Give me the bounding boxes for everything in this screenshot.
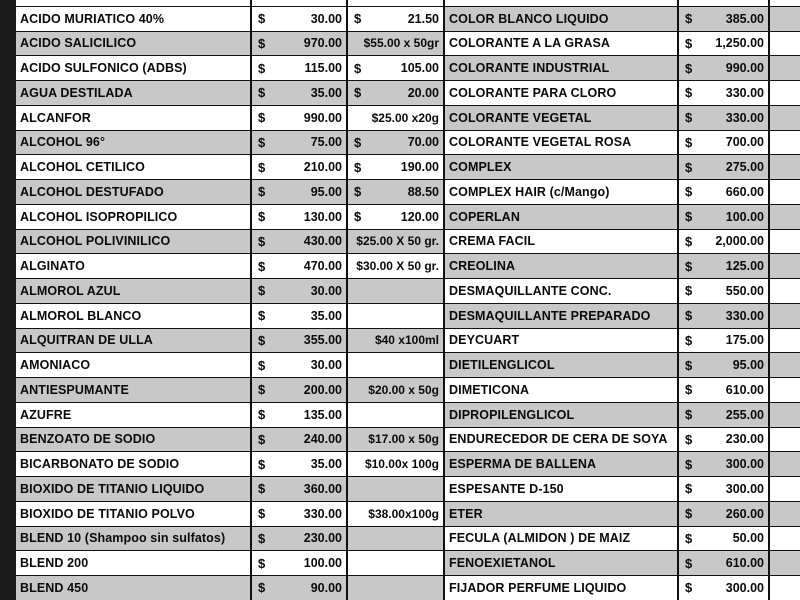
product-name: BLEND 450 — [16, 576, 252, 600]
currency-symbol: $ — [258, 283, 266, 299]
currency-symbol: $ — [258, 431, 266, 447]
price-amount: 700.00 — [725, 135, 764, 150]
product-note: $38.00x100g — [348, 502, 445, 527]
currency-symbol: $ — [354, 11, 362, 27]
product-price — [679, 7, 770, 32]
currency-symbol: $ — [258, 184, 266, 200]
currency-symbol: $ — [685, 60, 693, 76]
currency-symbol: $ — [685, 431, 693, 447]
price-amount: 330.00 — [725, 308, 764, 323]
cut-off-column — [770, 230, 800, 255]
product-price — [252, 576, 348, 600]
price-amount: 230.00 — [303, 531, 342, 546]
product-note — [348, 304, 445, 329]
cut-off-column — [770, 254, 800, 279]
product-name: ALCOHOL CETILICO — [16, 155, 252, 180]
product-price — [679, 32, 770, 57]
product-name: ESPESANTE D-150 — [445, 477, 679, 502]
product-price — [252, 304, 348, 329]
product-price — [679, 56, 770, 81]
price-amount: 100.00 — [303, 556, 342, 571]
currency-symbol: $ — [258, 85, 266, 101]
currency-symbol: $ — [685, 184, 693, 200]
product-price — [679, 106, 770, 131]
currency-symbol: $ — [258, 481, 266, 497]
cut-off-column — [770, 378, 800, 403]
currency-symbol: $ — [685, 134, 693, 150]
product-name: DIETILENGLICOL — [445, 353, 679, 378]
price-amount: 115.00 — [304, 61, 342, 76]
price-amount: 300.00 — [725, 580, 764, 595]
product-price — [252, 106, 348, 131]
price-amount: 330.00 — [303, 506, 342, 521]
product-price — [679, 378, 770, 403]
cut-off-column — [770, 279, 800, 304]
price-amount: 95.00 — [732, 358, 764, 373]
currency-symbol: $ — [354, 184, 362, 200]
product-price — [252, 180, 348, 205]
product-name: COLORANTE A LA GRASA — [445, 32, 679, 57]
currency-symbol: $ — [685, 85, 693, 101]
currency-symbol: $ — [258, 407, 266, 423]
product-price — [252, 81, 348, 106]
product-name: ALCOHOL ISOPROPILICO — [16, 205, 252, 230]
product-name: BICARBONATO DE SODIO — [16, 452, 252, 477]
cut-off-column — [770, 403, 800, 428]
product-name: ALMOROL AZUL — [16, 279, 252, 304]
cut-off-column — [770, 131, 800, 156]
product-price — [252, 403, 348, 428]
currency-symbol: $ — [354, 209, 362, 225]
price-amount: 610.00 — [725, 556, 764, 571]
currency-symbol: $ — [354, 60, 362, 76]
product-note — [348, 205, 445, 230]
price-amount: 970.00 — [303, 36, 342, 51]
cut-row-cell — [679, 0, 770, 7]
product-note — [348, 56, 445, 81]
product-note — [348, 403, 445, 428]
product-name: DESMAQUILLANTE CONC. — [445, 279, 679, 304]
price-amount: 260.00 — [725, 506, 764, 521]
product-price — [252, 155, 348, 180]
note-amount: 20.00 — [407, 85, 439, 100]
product-price — [679, 353, 770, 378]
cut-off-column — [770, 477, 800, 502]
note-amount: 120.00 — [400, 209, 439, 224]
product-price — [679, 155, 770, 180]
product-name: ALCOHOL 96° — [16, 131, 252, 156]
product-note — [348, 7, 445, 32]
cut-off-column — [770, 452, 800, 477]
product-name: CREMA FACIL — [445, 230, 679, 255]
cut-off-column — [770, 180, 800, 205]
product-name: ALCANFOR — [16, 106, 252, 131]
price-amount: 330.00 — [725, 85, 764, 100]
product-name: BLEND 200 — [16, 551, 252, 576]
price-amount: 300.00 — [725, 481, 764, 496]
product-name: ACIDO MURIATICO 40% — [16, 7, 252, 32]
price-table — [16, 0, 800, 600]
note-amount: 190.00 — [400, 160, 439, 175]
price-amount: 550.00 — [725, 283, 764, 298]
product-price — [252, 477, 348, 502]
product-name: COLORANTE PARA CLORO — [445, 81, 679, 106]
price-amount: 470.00 — [303, 259, 342, 274]
product-name: ALGINATO — [16, 254, 252, 279]
product-name: ANTIESPUMANTE — [16, 378, 252, 403]
price-amount: 230.00 — [725, 432, 764, 447]
price-amount: 2,000.00 — [715, 234, 764, 249]
product-name: BIOXIDO DE TITANIO POLVO — [16, 502, 252, 527]
currency-symbol: $ — [685, 35, 693, 51]
product-note: $17.00 x 50g — [348, 428, 445, 453]
cut-off-column — [770, 205, 800, 230]
product-note — [348, 353, 445, 378]
currency-symbol: $ — [258, 258, 266, 274]
price-amount: 360.00 — [303, 481, 342, 496]
product-note — [348, 551, 445, 576]
currency-symbol: $ — [258, 233, 266, 249]
currency-symbol: $ — [685, 283, 693, 299]
product-name: AZUFRE — [16, 403, 252, 428]
product-price — [252, 428, 348, 453]
currency-symbol: $ — [685, 456, 693, 472]
product-note: $25.00 x20g — [348, 106, 445, 131]
product-price — [679, 329, 770, 354]
currency-symbol: $ — [685, 209, 693, 225]
product-name: AMONIACO — [16, 353, 252, 378]
product-price — [252, 131, 348, 156]
price-amount: 1,250.00 — [715, 36, 764, 51]
product-name: COPERLAN — [445, 205, 679, 230]
currency-symbol: $ — [258, 580, 266, 596]
product-price — [679, 452, 770, 477]
product-note — [348, 477, 445, 502]
cut-off-column — [770, 56, 800, 81]
product-name: ACIDO SALICILICO — [16, 32, 252, 57]
product-note — [348, 81, 445, 106]
product-price — [679, 428, 770, 453]
product-name: ALMOROL BLANCO — [16, 304, 252, 329]
product-price — [252, 551, 348, 576]
product-name: DESMAQUILLANTE PREPARADO — [445, 304, 679, 329]
currency-symbol: $ — [685, 332, 693, 348]
price-amount: 300.00 — [725, 457, 764, 472]
price-amount: 355.00 — [303, 333, 342, 348]
product-note — [348, 180, 445, 205]
currency-symbol: $ — [258, 506, 266, 522]
currency-symbol: $ — [258, 35, 266, 51]
product-note: $40 x100ml — [348, 329, 445, 354]
product-name: BENZOATO DE SODIO — [16, 428, 252, 453]
currency-symbol: $ — [354, 159, 362, 175]
product-name: DIPROPILENGLICOL — [445, 403, 679, 428]
product-price — [252, 56, 348, 81]
product-note: $30.00 X 50 gr. — [348, 254, 445, 279]
product-note: $55.00 x 50gr — [348, 32, 445, 57]
product-price — [252, 527, 348, 552]
price-amount: 275.00 — [725, 160, 764, 175]
price-amount: 210.00 — [303, 160, 342, 175]
product-price — [679, 205, 770, 230]
product-name: ALCOHOL DESTUFADO — [16, 180, 252, 205]
product-name: COLOR BLANCO LIQUIDO — [445, 7, 679, 32]
product-name: BLEND 10 (Shampoo sin sulfatos) — [16, 527, 252, 552]
currency-symbol: $ — [685, 159, 693, 175]
price-amount: 135.00 — [303, 407, 342, 422]
cut-off-column — [770, 304, 800, 329]
product-name: COMPLEX HAIR (c/Mango) — [445, 180, 679, 205]
cut-off-column — [770, 428, 800, 453]
product-note: $20.00 x 50g — [348, 378, 445, 403]
product-name: FECULA (ALMIDON ) DE MAIZ — [445, 527, 679, 552]
product-name: DIMETICONA — [445, 378, 679, 403]
product-name: COLORANTE INDUSTRIAL — [445, 56, 679, 81]
product-price — [679, 403, 770, 428]
cut-off-column — [770, 329, 800, 354]
price-amount: 90.00 — [310, 580, 342, 595]
product-name: COMPLEX — [445, 155, 679, 180]
product-name: COLORANTE VEGETAL — [445, 106, 679, 131]
cut-off-column — [770, 353, 800, 378]
currency-symbol: $ — [258, 134, 266, 150]
currency-symbol: $ — [258, 159, 266, 175]
product-name: ENDURECEDOR DE CERA DE SOYA — [445, 428, 679, 453]
product-note — [348, 279, 445, 304]
price-amount: 990.00 — [303, 110, 342, 125]
price-amount: 95.00 — [310, 184, 342, 199]
price-amount: 30.00 — [310, 358, 342, 373]
currency-symbol: $ — [258, 209, 266, 225]
product-name: ESPERMA DE BALLENA — [445, 452, 679, 477]
product-price — [679, 502, 770, 527]
product-price — [252, 329, 348, 354]
product-note — [348, 527, 445, 552]
note-amount: 88.50 — [407, 184, 439, 199]
price-amount: 990.00 — [725, 61, 764, 76]
price-amount: 75.00 — [310, 135, 342, 150]
cut-off-column — [770, 106, 800, 131]
currency-symbol: $ — [685, 530, 693, 546]
cut-off-column — [770, 32, 800, 57]
price-amount: 35.00 — [310, 85, 342, 100]
cut-off-column — [770, 81, 800, 106]
price-amount: 35.00 — [310, 308, 342, 323]
currency-symbol: $ — [258, 555, 266, 571]
product-price — [679, 131, 770, 156]
cut-row-cell — [770, 0, 800, 7]
cut-off-column — [770, 527, 800, 552]
currency-symbol: $ — [685, 580, 693, 596]
product-note — [348, 131, 445, 156]
cut-row-cell — [16, 0, 252, 7]
price-amount: 240.00 — [303, 432, 342, 447]
note-amount: 70.00 — [407, 135, 439, 150]
price-amount: 30.00 — [310, 11, 342, 26]
product-name: FENOEXIETANOL — [445, 551, 679, 576]
price-amount: 35.00 — [310, 457, 342, 472]
cut-row-cell — [445, 0, 679, 7]
product-price — [679, 180, 770, 205]
note-amount: 21.50 — [407, 11, 439, 26]
product-price — [679, 551, 770, 576]
product-price — [252, 32, 348, 57]
price-amount: 175.00 — [725, 333, 764, 348]
currency-symbol: $ — [685, 407, 693, 423]
currency-symbol: $ — [685, 258, 693, 274]
product-price — [252, 7, 348, 32]
currency-symbol: $ — [258, 11, 266, 27]
product-price — [252, 254, 348, 279]
product-price — [252, 205, 348, 230]
price-amount: 385.00 — [725, 11, 764, 26]
currency-symbol: $ — [685, 11, 693, 27]
currency-symbol: $ — [685, 357, 693, 373]
price-amount: 50.00 — [732, 531, 764, 546]
product-price — [679, 81, 770, 106]
product-name: COLORANTE VEGETAL ROSA — [445, 131, 679, 156]
product-price — [252, 452, 348, 477]
product-price — [252, 353, 348, 378]
currency-symbol: $ — [685, 110, 693, 126]
currency-symbol: $ — [685, 481, 693, 497]
currency-symbol: $ — [685, 506, 693, 522]
product-price — [679, 304, 770, 329]
cut-off-column — [770, 7, 800, 32]
product-name: ETER — [445, 502, 679, 527]
currency-symbol: $ — [258, 382, 266, 398]
product-price — [679, 254, 770, 279]
product-price — [252, 230, 348, 255]
product-note — [348, 576, 445, 600]
product-name: ALQUITRAN DE ULLA — [16, 329, 252, 354]
product-note — [348, 155, 445, 180]
product-price — [252, 279, 348, 304]
price-amount: 330.00 — [725, 110, 764, 125]
product-name: ALCOHOL POLIVINILICO — [16, 230, 252, 255]
cut-off-column — [770, 155, 800, 180]
price-amount: 30.00 — [310, 283, 342, 298]
cut-off-column — [770, 551, 800, 576]
product-price — [252, 378, 348, 403]
currency-symbol: $ — [354, 134, 362, 150]
price-amount: 130.00 — [303, 209, 342, 224]
currency-symbol: $ — [258, 110, 266, 126]
product-price — [679, 230, 770, 255]
currency-symbol: $ — [685, 382, 693, 398]
cut-row-cell — [252, 0, 348, 7]
cut-off-column — [770, 576, 800, 600]
product-price — [679, 477, 770, 502]
product-price — [679, 576, 770, 600]
product-name: ACIDO SULFONICO (ADBS) — [16, 56, 252, 81]
currency-symbol: $ — [258, 332, 266, 348]
currency-symbol: $ — [685, 308, 693, 324]
currency-symbol: $ — [685, 555, 693, 571]
product-name: DEYCUART — [445, 329, 679, 354]
product-price — [252, 502, 348, 527]
currency-symbol: $ — [685, 233, 693, 249]
price-amount: 430.00 — [303, 234, 342, 249]
price-amount: 660.00 — [725, 184, 764, 199]
product-note: $10.00x 100g — [348, 452, 445, 477]
price-amount: 255.00 — [725, 407, 764, 422]
price-amount: 125.00 — [725, 259, 764, 274]
product-price — [679, 279, 770, 304]
price-amount: 100.00 — [725, 209, 764, 224]
price-amount: 610.00 — [725, 382, 764, 397]
currency-symbol: $ — [354, 85, 362, 101]
product-name: BIOXIDO DE TITANIO LIQUIDO — [16, 477, 252, 502]
product-name: CREOLINA — [445, 254, 679, 279]
cut-row-cell — [348, 0, 445, 7]
currency-symbol: $ — [258, 530, 266, 546]
cut-off-column — [770, 502, 800, 527]
note-amount: 105.00 — [400, 61, 439, 76]
product-name: FIJADOR PERFUME LIQUIDO — [445, 576, 679, 600]
currency-symbol: $ — [258, 357, 266, 373]
price-amount: 200.00 — [303, 382, 342, 397]
currency-symbol: $ — [258, 456, 266, 472]
product-name: AGUA DESTILADA — [16, 81, 252, 106]
product-note: $25.00 X 50 gr. — [348, 230, 445, 255]
product-price — [679, 527, 770, 552]
currency-symbol: $ — [258, 308, 266, 324]
currency-symbol: $ — [258, 60, 266, 76]
